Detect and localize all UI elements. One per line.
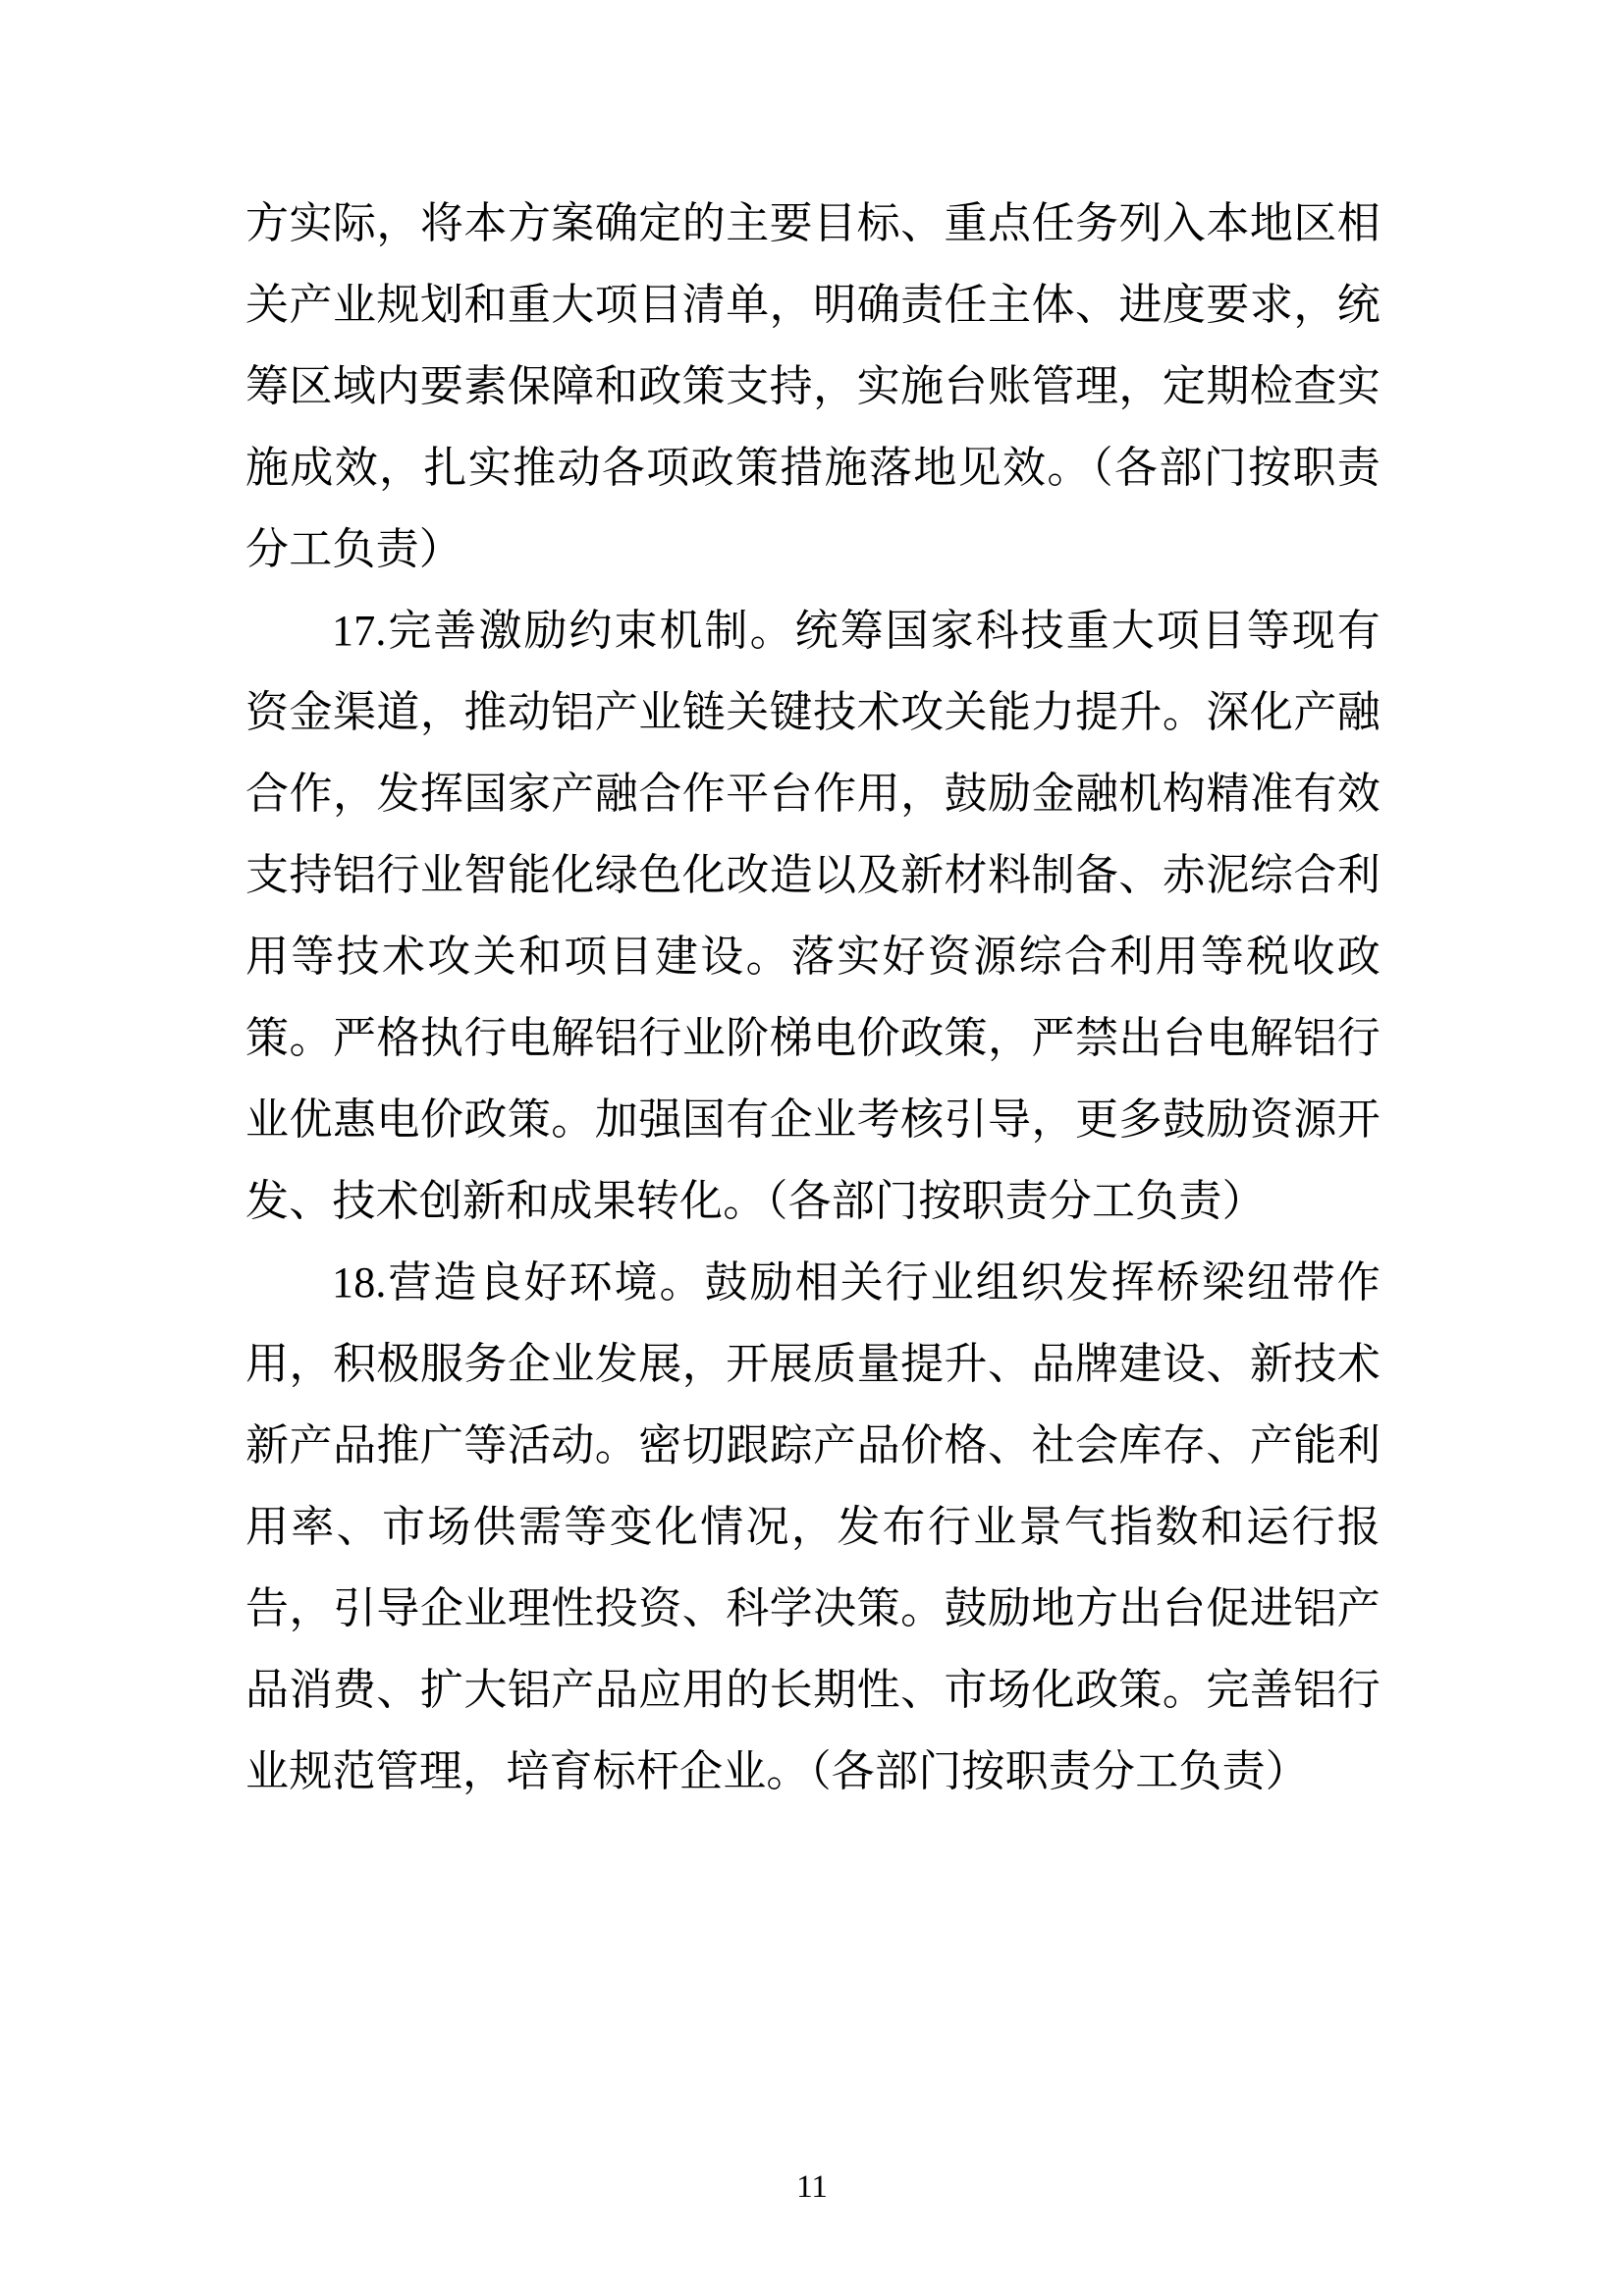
- page-footer: [0, 2167, 1624, 2207]
- document-body: [245, 183, 1380, 1812]
- paragraph-item-18: 18.营造良好环境。鼓励相关行业组织发挥桥梁纽带作用，积极服务企业发展，开展质量提升、品牌建设、新技术新产品推广等活动。密切跟踪产品价格、社会库存、产能利用率、市场供需等变化情况，发布行业景气指数和运行报告，引导企业理性投资、科学决策。鼓励地方出台促进铝产品消费、扩大铝产品应用的长期性、市场化政策。完善铝行业规范管理，培育标杆企业。（各部门按职责分工负责）: [245, 1258, 1380, 1795]
- page-number: 11: [796, 2169, 828, 2205]
- paragraph-continuation: 方实际，将本方案确定的主要目标、重点任务列入本地区相关产业规划和重大项目清单，明确责任主体、进度要求，统筹区域内要素保障和政策支持，实施台账管理，定期检查实施成效，扎实推动各项政策措施落地见效。（各部门按职责分工负责）: [245, 199, 1380, 573]
- paragraph-item-17: 17.完善激励约束机制。统筹国家科技重大项目等现有资金渠道，推动铝产业链关键技术攻关能力提升。深化产融合作，发挥国家产融合作平台作用，鼓励金融机构精准有效支持铝行业智能化绿色化改造以及新材料制备、赤泥综合利用等技术攻关和项目建设。落实好资源综合利用等税收政策。严格执行电解铝行业阶梯电价政策，严禁出台电解铝行业优惠电价政策。加强国有企业考核引导，更多鼓励资源开发、技术创新和成果转化。（各部门按职责分工负责）: [245, 607, 1380, 1225]
